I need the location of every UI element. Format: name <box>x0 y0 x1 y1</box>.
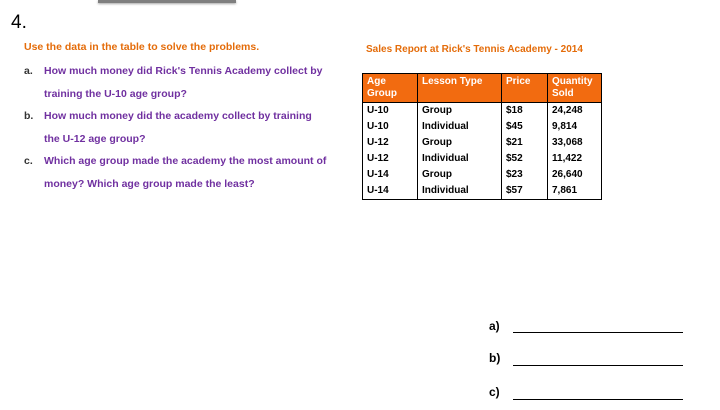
question-text-line: Which age group made the academy the most amount of <box>44 155 327 167</box>
cell-quantity: 11,422 <box>548 151 602 167</box>
cell-quantity: 26,640 <box>548 167 602 183</box>
question-text-line: How much money did the academy collect by training <box>44 110 312 122</box>
table-title: Sales Report at Rick's Tennis Academy - 2014 <box>366 44 583 55</box>
answer-c-label: c) <box>489 385 500 399</box>
table-row <box>363 119 602 135</box>
answer-b-line[interactable] <box>513 365 683 366</box>
table-row <box>363 183 602 200</box>
cell-age-group: U-10 <box>363 103 418 120</box>
table-row <box>363 103 602 120</box>
instructions: Use the data in the table to solve the problems. <box>24 41 260 53</box>
cell-price: $57 <box>502 183 548 200</box>
cell-age-group: U-12 <box>363 135 418 151</box>
cell-lesson-type: Group <box>418 167 502 183</box>
cell-age-group: U-14 <box>363 167 418 183</box>
cell-age-group: U-10 <box>363 119 418 135</box>
cell-lesson-type: Individual <box>418 151 502 167</box>
cell-lesson-type: Individual <box>418 119 502 135</box>
answer-a-line[interactable] <box>513 332 683 333</box>
header-price: Price <box>502 74 548 103</box>
cell-price: $18 <box>502 103 548 120</box>
header-age-group: Age Group <box>363 74 418 103</box>
header-lesson-type: Lesson Type <box>418 74 502 103</box>
header-quantity-sold: Quantity Sold <box>548 74 602 103</box>
cell-age-group: U-14 <box>363 183 418 200</box>
answer-c-line[interactable] <box>513 399 683 400</box>
cell-price: $23 <box>502 167 548 183</box>
table-row <box>363 135 602 151</box>
cell-quantity: 24,248 <box>548 103 602 120</box>
table-row <box>363 167 602 183</box>
cell-lesson-type: Individual <box>418 183 502 200</box>
sales-table <box>362 73 602 200</box>
cell-age-group: U-12 <box>363 151 418 167</box>
question-text-line: How much money did Rick's Tennis Academy collect by <box>44 65 323 77</box>
cell-quantity: 7,861 <box>548 183 602 200</box>
question-letter: b. <box>24 110 34 122</box>
cell-quantity: 9,814 <box>548 119 602 135</box>
answer-b-label: b) <box>489 351 501 365</box>
question-text-line: training the U-10 age group? <box>44 88 187 100</box>
top-bar-decoration <box>98 0 236 3</box>
table-header-row <box>363 74 602 103</box>
cell-price: $45 <box>502 119 548 135</box>
cell-lesson-type: Group <box>418 135 502 151</box>
question-text-line: the U-12 age group? <box>44 133 146 145</box>
cell-lesson-type: Group <box>418 103 502 120</box>
question-letter: c. <box>24 155 33 167</box>
cell-price: $52 <box>502 151 548 167</box>
table-row <box>363 151 602 167</box>
answer-a-label: a) <box>489 319 500 333</box>
cell-quantity: 33,068 <box>548 135 602 151</box>
problem-number: 4. <box>11 12 27 33</box>
question-text-line: money? Which age group made the least? <box>44 178 255 190</box>
cell-price: $21 <box>502 135 548 151</box>
question-letter: a. <box>24 65 33 77</box>
